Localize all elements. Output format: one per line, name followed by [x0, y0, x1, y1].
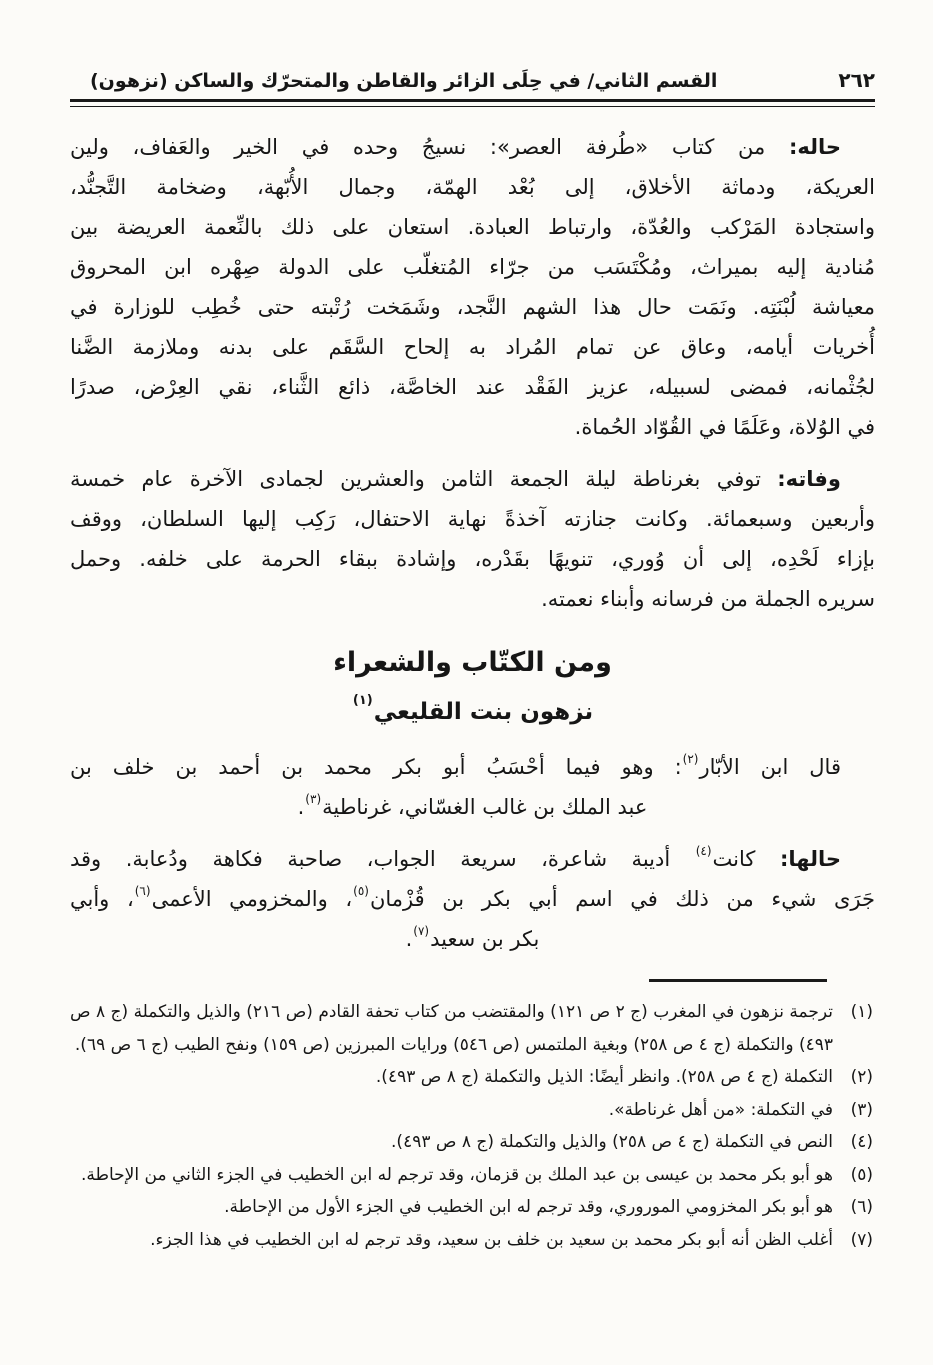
footnote-text: ترجمة نزهون في المغرب (ج ٢ ص ١٢١) والمقتضب من كتاب تحفة القادم (ص ٢١٦) والذيل والتكملة (ج ٨ ص ٤٩٣) والتكملة (ج ٤ ص ٢٥٨) وبغية الملتمس (ص ٥٤٦) ورايات المبرزين (ص ١٥٩) ونفح الطيب (ج ٦ ص ٦٩). — [70, 1002, 833, 1055]
footnote-text: في التكملة: «من أهل غرناطة». — [608, 1099, 833, 1120]
body-line: حاله: من كتاب «طُرفة العصر»: نسيجُ وحده في الخير والعَفاف، ولين — [70, 135, 841, 159]
body-line: وأربعين وسبعمائة. وكانت جنازته آخذةً نهاية الاحتفال، رَكِب إليها السلطان، ووقف — [70, 507, 875, 531]
body-line: سريره الجملة من فرسانه وأبناء نعمته. — [541, 587, 875, 611]
footnote-number: (٥) — [850, 1164, 873, 1185]
body-line: وفاته: توفي بغرناطة ليلة الجمعة الثامن والعشرين لجمادى الآخرة عام خمسة — [70, 467, 841, 491]
footnotes — [70, 996, 875, 1256]
heading-text: ومن الكتّاب والشعراء — [333, 647, 612, 678]
entry-heading — [70, 691, 875, 733]
footnote-item — [70, 1126, 875, 1159]
footnote-number: (٢) — [850, 1067, 873, 1087]
lead-word: حاله: — [788, 135, 841, 159]
body-line: العريكة، ودماثة الأخلاق، إلى بُعْد الهمّة، وجمال الأُبّهة، وضخامة التَّجنُّد، — [70, 175, 875, 199]
footnote-ref: (٦) — [134, 884, 151, 898]
body-line: في الوُلاة، وعَلَمًا في القُوّاد الحُماة. — [574, 415, 875, 439]
heading-text: نزهون بنت القليعي — [373, 699, 594, 725]
footnote-item — [70, 1224, 875, 1257]
footnote-text: هو أبو بكر المخزومي الموروري، وقد ترجم له ابن الخطيب في الجزء الأول من الإحاطة. — [224, 1197, 833, 1217]
footnote-ref: (٣) — [305, 792, 322, 806]
footnote-ref: (٤) — [695, 844, 712, 858]
body-line: جَرَى شيء من ذلك في اسم أبي بكر بن قُزْمان$^{(٥)}$، والمخزومي الأعمى$^{(٦)}$، وأبي — [70, 884, 875, 911]
footnote-item — [70, 1094, 875, 1127]
footnote-item — [70, 996, 875, 1061]
footnote-number: (٣) — [850, 1099, 873, 1120]
paragraph — [70, 747, 875, 827]
paragraph — [70, 839, 875, 959]
body-line: قال ابن الأبّار$^{(٢)}$: وهو فيما أحْسَبُ أبو بكر محمد بن أحمد بن خلف بن — [70, 752, 841, 779]
body-line: حالها: كانت$^{(٤)}$ أديبة شاعرة، سريعة الجواب، صاحبة فكاهة ودُعابة. وقد — [70, 844, 841, 871]
footnote-text: هو أبو بكر محمد بن عيسى بن عبد الملك بن قزمان، وقد ترجم له ابن الخطيب في الجزء الثاني من الإحاطة. — [80, 1164, 833, 1185]
page-header — [70, 68, 875, 92]
footnote-text: النص في التكملة (ج ٤ ص ٢٥٨) والذيل والتكملة (ج ٨ ص ٤٩٣). — [391, 1132, 833, 1152]
footnote-number: (٧) — [850, 1229, 873, 1250]
body-line: معياشة لُبْنَتِه. ونَمَت حال هذا الشهم النَّجد، وشَمَخت رُتْبته حتى خُطِب للوزارة في — [70, 295, 875, 319]
footnote-separator — [649, 979, 827, 982]
footnote-text: التكملة (ج ٤ ص ٢٥٨). وانظر أيضًا: الذيل والتكملة (ج ٨ ص ٤٩٣). — [375, 1067, 833, 1087]
body-line: أُخريات أيامه، وعاق عن تمام المُراد به إلحاح السَّقَم على بدنه وملازمة الضَّنا — [70, 335, 875, 359]
header-rule — [70, 99, 875, 107]
footnote-number: (١) — [850, 1002, 873, 1022]
body-line: مُنادية إليه بميراث، ومُكْتَسَب من جرّاء المُتغلّب على الدولة صِهْره ابن المحروق — [70, 255, 875, 279]
body-line: بإزاء لَحْدِه، إلى أن وُوري، تنويهًا بقَدْره، وإشادة ببقاء الحرمة على خلفه. وحمل — [70, 547, 875, 571]
footnote-item — [70, 1159, 875, 1192]
footnote-ref: (١) — [352, 693, 373, 709]
footnote-number: (٤) — [850, 1132, 873, 1152]
footnote-text: أغلب الظن أنه أبو بكر محمد بن سعيد بن خلف بن سعيد، وقد ترجم له ابن الخطيب في هذا الجزء. — [150, 1229, 833, 1250]
body-line: عبد الملك بن غالب الغسّاني، غرناطية$^{(٣)}$. — [297, 792, 648, 819]
lead-word: حالها: — [779, 847, 841, 871]
footnote-ref: (٥) — [353, 884, 369, 898]
footnote-item — [70, 1061, 875, 1094]
lead-word: وفاته: — [777, 467, 841, 491]
footnote-ref: (٢) — [682, 752, 699, 766]
footnote-ref: (٧) — [413, 924, 430, 938]
page-number: ٢٦٢ — [838, 68, 875, 92]
running-title: القسم الثاني/ في حِلَى الزائر والقاطن والمتحرّك والساكن (نزهون) — [90, 70, 718, 92]
body-blocks — [70, 127, 875, 959]
paragraph — [70, 127, 875, 447]
paragraph — [70, 459, 875, 619]
body-line: لجُثْمانه، فمضى لسبيله، عزيز الفَقْد عند الخاصَّة، ذائع الثَّناء، نقي العِرْض، صدرًا — [70, 375, 875, 399]
section-heading — [70, 641, 875, 685]
footnote-number: (٦) — [850, 1197, 873, 1217]
body-line: واستجادة المَرْكب والعُدّة، وارتباط العبادة. استعان على ذلك بالنِّعمة العريضة بين — [70, 215, 875, 239]
body-line: بكر بن سعيد$^{(٧)}$. — [405, 924, 540, 951]
footnote-item — [70, 1191, 875, 1224]
